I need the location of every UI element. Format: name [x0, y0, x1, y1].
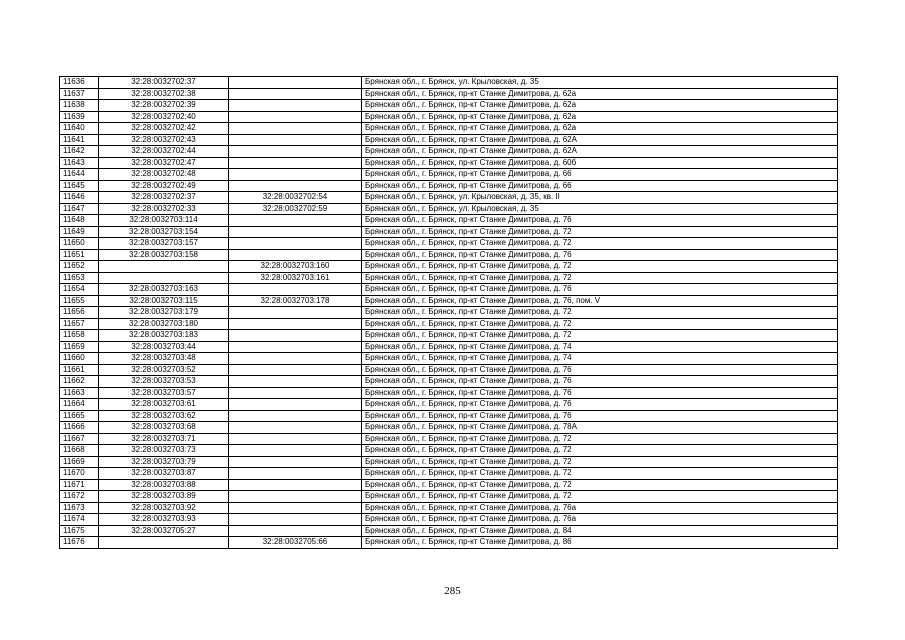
table-row	[60, 146, 838, 158]
row-number-cell: 11675	[60, 525, 99, 537]
table-row	[60, 203, 838, 215]
row-number-cell: 11651	[60, 249, 99, 261]
row-number-cell: 11669	[60, 456, 99, 468]
cadastral-number-cell: 32:28:0032703:61	[99, 399, 229, 411]
table-row	[60, 422, 838, 434]
table-row	[60, 491, 838, 503]
address-cell: Брянская обл., г. Брянск, пр-кт Станке Димитрова, д. 74	[362, 353, 838, 365]
row-number-cell: 11646	[60, 192, 99, 204]
table-row	[60, 284, 838, 296]
row-number-cell: 11637	[60, 88, 99, 100]
row-number-cell: 11654	[60, 284, 99, 296]
related-cadastral-number-cell	[229, 456, 362, 468]
table-row	[60, 353, 838, 365]
row-number-cell: 11665	[60, 410, 99, 422]
row-number-cell: 11656	[60, 307, 99, 319]
cadastral-number-cell: 32:28:0032703:115	[99, 295, 229, 307]
cadastral-number-cell: 32:28:0032703:44	[99, 341, 229, 353]
table-row	[60, 88, 838, 100]
cadastral-number-cell: 32:28:0032703:53	[99, 376, 229, 388]
table-row	[60, 192, 838, 204]
table-row	[60, 169, 838, 181]
table-row	[60, 341, 838, 353]
address-cell: Брянская обл., г. Брянск, пр-кт Станке Димитрова, д. 76	[362, 399, 838, 411]
table-row	[60, 307, 838, 319]
row-number-cell: 11670	[60, 468, 99, 480]
related-cadastral-number-cell: 32:28:0032702:59	[229, 203, 362, 215]
cadastral-number-cell: 32:28:0032703:48	[99, 353, 229, 365]
row-number-cell: 11640	[60, 123, 99, 135]
table-row	[60, 502, 838, 514]
address-cell: Брянская обл., г. Брянск, пр-кт Станке Димитрова, д. 72	[362, 433, 838, 445]
row-number-cell: 11671	[60, 479, 99, 491]
related-cadastral-number-cell: 32:28:0032702:54	[229, 192, 362, 204]
address-cell: Брянская обл., г. Брянск, пр-кт Станке Димитрова, д. 76, пом. V	[362, 295, 838, 307]
cadastral-number-cell: 32:28:0032703:57	[99, 387, 229, 399]
row-number-cell: 11645	[60, 180, 99, 192]
related-cadastral-number-cell	[229, 169, 362, 181]
related-cadastral-number-cell	[229, 88, 362, 100]
row-number-cell: 11649	[60, 226, 99, 238]
address-cell: Брянская обл., г. Брянск, пр-кт Станке Димитрова, д. 76	[362, 387, 838, 399]
address-cell: Брянская обл., г. Брянск, пр-кт Станке Димитрова, д. 76	[362, 364, 838, 376]
cadastral-number-cell: 32:28:0032703:88	[99, 479, 229, 491]
address-cell: Брянская обл., г. Брянск, пр-кт Станке Димитрова, д. 66	[362, 180, 838, 192]
address-cell: Брянская обл., г. Брянск, пр-кт Станке Димитрова, д. 76а	[362, 514, 838, 526]
table-row	[60, 514, 838, 526]
related-cadastral-number-cell	[229, 180, 362, 192]
row-number-cell: 11653	[60, 272, 99, 284]
related-cadastral-number-cell	[229, 445, 362, 457]
address-cell: Брянская обл., г. Брянск, пр-кт Станке Димитрова, д. 72	[362, 307, 838, 319]
address-cell: Брянская обл., г. Брянск, пр-кт Станке Димитрова, д. 62а	[362, 100, 838, 112]
related-cadastral-number-cell	[229, 157, 362, 169]
related-cadastral-number-cell	[229, 525, 362, 537]
table-row	[60, 468, 838, 480]
address-cell: Брянская обл., г. Брянск, ул. Крыловская, д. 35, кв. II	[362, 192, 838, 204]
address-cell: Брянская обл., г. Брянск, пр-кт Станке Димитрова, д. 72	[362, 318, 838, 330]
table-row	[60, 537, 838, 549]
row-number-cell: 11636	[60, 77, 99, 89]
cadastral-number-cell: 32:28:0032703:92	[99, 502, 229, 514]
cadastral-number-cell: 32:28:0032702:43	[99, 134, 229, 146]
row-number-cell: 11658	[60, 330, 99, 342]
address-cell: Брянская обл., г. Брянск, пр-кт Станке Димитрова, д. 72	[362, 468, 838, 480]
cadastral-number-cell: 32:28:0032703:114	[99, 215, 229, 227]
cadastral-number-cell: 32:28:0032703:154	[99, 226, 229, 238]
row-number-cell: 11650	[60, 238, 99, 250]
cadastral-number-cell: 32:28:0032702:39	[99, 100, 229, 112]
cadastral-number-cell: 32:28:0032702:42	[99, 123, 229, 135]
address-cell: Брянская обл., г. Брянск, пр-кт Станке Димитрова, д. 62А	[362, 146, 838, 158]
related-cadastral-number-cell: 32:28:0032703:161	[229, 272, 362, 284]
address-cell: Брянская обл., г. Брянск, пр-кт Станке Димитрова, д. 72	[362, 491, 838, 503]
related-cadastral-number-cell	[229, 146, 362, 158]
address-cell: Брянская обл., г. Брянск, ул. Крыловская, д. 35	[362, 203, 838, 215]
related-cadastral-number-cell	[229, 111, 362, 123]
row-number-cell: 11642	[60, 146, 99, 158]
row-number-cell: 11648	[60, 215, 99, 227]
related-cadastral-number-cell	[229, 422, 362, 434]
cadastral-number-cell: 32:28:0032703:79	[99, 456, 229, 468]
registry-table	[59, 76, 838, 549]
registry-table-body	[60, 77, 838, 549]
row-number-cell: 11663	[60, 387, 99, 399]
cadastral-number-cell: 32:28:0032702:33	[99, 203, 229, 215]
row-number-cell: 11676	[60, 537, 99, 549]
related-cadastral-number-cell	[229, 215, 362, 227]
related-cadastral-number-cell	[229, 353, 362, 365]
address-cell: Брянская обл., г. Брянск, пр-кт Станке Димитрова, д. 62а	[362, 111, 838, 123]
table-row	[60, 433, 838, 445]
table-row	[60, 376, 838, 388]
address-cell: Брянская обл., г. Брянск, пр-кт Станке Димитрова, д. 72	[362, 261, 838, 273]
row-number-cell: 11668	[60, 445, 99, 457]
cadastral-number-cell	[99, 261, 229, 273]
table-row	[60, 410, 838, 422]
address-cell: Брянская обл., г. Брянск, пр-кт Станке Димитрова, д. 76	[362, 284, 838, 296]
cadastral-number-cell: 32:28:0032703:179	[99, 307, 229, 319]
table-row	[60, 387, 838, 399]
related-cadastral-number-cell	[229, 123, 362, 135]
table-row	[60, 295, 838, 307]
table-row	[60, 180, 838, 192]
table-row	[60, 272, 838, 284]
related-cadastral-number-cell: 32:28:0032703:160	[229, 261, 362, 273]
cadastral-number-cell: 32:28:0032702:44	[99, 146, 229, 158]
table-row	[60, 226, 838, 238]
page-number: 285	[444, 585, 461, 597]
row-number-cell: 11644	[60, 169, 99, 181]
address-cell: Брянская обл., г. Брянск, пр-кт Станке Димитрова, д. 66	[362, 169, 838, 181]
table-row	[60, 399, 838, 411]
table-row	[60, 525, 838, 537]
cadastral-number-cell: 32:28:0032702:38	[99, 88, 229, 100]
address-cell: Брянская обл., г. Брянск, пр-кт Станке Димитрова, д. 76	[362, 410, 838, 422]
cadastral-number-cell: 32:28:0032703:71	[99, 433, 229, 445]
row-number-cell: 11655	[60, 295, 99, 307]
row-number-cell: 11664	[60, 399, 99, 411]
table-row	[60, 249, 838, 261]
address-cell: Брянская обл., г. Брянск, пр-кт Станке Димитрова, д. 78А	[362, 422, 838, 434]
related-cadastral-number-cell	[229, 318, 362, 330]
table-row	[60, 318, 838, 330]
row-number-cell: 11672	[60, 491, 99, 503]
address-cell: Брянская обл., г. Брянск, пр-кт Станке Димитрова, д. 76	[362, 249, 838, 261]
cadastral-number-cell: 32:28:0032703:158	[99, 249, 229, 261]
address-cell: Брянская обл., г. Брянск, пр-кт Станке Димитрова, д. 74	[362, 341, 838, 353]
cadastral-number-cell: 32:28:0032702:37	[99, 192, 229, 204]
row-number-cell: 11674	[60, 514, 99, 526]
address-cell: Брянская обл., г. Брянск, пр-кт Станке Димитрова, д. 72	[362, 238, 838, 250]
related-cadastral-number-cell	[229, 307, 362, 319]
related-cadastral-number-cell	[229, 77, 362, 89]
cadastral-number-cell: 32:28:0032703:89	[99, 491, 229, 503]
related-cadastral-number-cell	[229, 249, 362, 261]
related-cadastral-number-cell	[229, 468, 362, 480]
table-row	[60, 238, 838, 250]
cadastral-number-cell: 32:28:0032702:47	[99, 157, 229, 169]
address-cell: Брянская обл., г. Брянск, пр-кт Станке Димитрова, д. 76а	[362, 502, 838, 514]
table-row	[60, 261, 838, 273]
related-cadastral-number-cell	[229, 100, 362, 112]
table-row	[60, 123, 838, 135]
row-number-cell: 11661	[60, 364, 99, 376]
address-cell: Брянская обл., г. Брянск, пр-кт Станке Димитрова, д. 60б	[362, 157, 838, 169]
table-row	[60, 445, 838, 457]
cadastral-number-cell: 32:28:0032703:87	[99, 468, 229, 480]
related-cadastral-number-cell	[229, 502, 362, 514]
cadastral-number-cell: 32:28:0032702:48	[99, 169, 229, 181]
row-number-cell: 11643	[60, 157, 99, 169]
related-cadastral-number-cell	[229, 410, 362, 422]
related-cadastral-number-cell	[229, 238, 362, 250]
cadastral-number-cell: 32:28:0032703:73	[99, 445, 229, 457]
related-cadastral-number-cell	[229, 376, 362, 388]
address-cell: Брянская обл., г. Брянск, пр-кт Станке Димитрова, д. 76	[362, 376, 838, 388]
table-row	[60, 100, 838, 112]
address-cell: Брянская обл., г. Брянск, пр-кт Станке Димитрова, д. 72	[362, 445, 838, 457]
related-cadastral-number-cell	[229, 399, 362, 411]
related-cadastral-number-cell	[229, 364, 362, 376]
address-cell: Брянская обл., г. Брянск, пр-кт Станке Димитрова, д. 62а	[362, 123, 838, 135]
table-row	[60, 134, 838, 146]
address-cell: Брянская обл., г. Брянск, пр-кт Станке Димитрова, д. 72	[362, 272, 838, 284]
cadastral-number-cell	[99, 272, 229, 284]
row-number-cell: 11639	[60, 111, 99, 123]
cadastral-number-cell: 32:28:0032703:163	[99, 284, 229, 296]
related-cadastral-number-cell	[229, 284, 362, 296]
cadastral-number-cell	[99, 537, 229, 549]
table-row	[60, 77, 838, 89]
table-row	[60, 330, 838, 342]
related-cadastral-number-cell: 32:28:0032705:66	[229, 537, 362, 549]
cadastral-number-cell: 32:28:0032703:183	[99, 330, 229, 342]
row-number-cell: 11647	[60, 203, 99, 215]
address-cell: Брянская обл., г. Брянск, ул. Крыловская, д. 35	[362, 77, 838, 89]
row-number-cell: 11660	[60, 353, 99, 365]
related-cadastral-number-cell	[229, 479, 362, 491]
address-cell: Брянская обл., г. Брянск, пр-кт Станке Димитрова, д. 62А	[362, 134, 838, 146]
cadastral-number-cell: 32:28:0032703:180	[99, 318, 229, 330]
cadastral-number-cell: 32:28:0032703:62	[99, 410, 229, 422]
table-row	[60, 479, 838, 491]
table-row	[60, 157, 838, 169]
row-number-cell: 11638	[60, 100, 99, 112]
table-row	[60, 111, 838, 123]
table-row	[60, 456, 838, 468]
address-cell: Брянская обл., г. Брянск, пр-кт Станке Димитрова, д. 86	[362, 537, 838, 549]
related-cadastral-number-cell	[229, 387, 362, 399]
address-cell: Брянская обл., г. Брянск, пр-кт Станке Димитрова, д. 72	[362, 330, 838, 342]
address-cell: Брянская обл., г. Брянск, пр-кт Станке Димитрова, д. 72	[362, 479, 838, 491]
row-number-cell: 11659	[60, 341, 99, 353]
related-cadastral-number-cell	[229, 491, 362, 503]
cadastral-number-cell: 32:28:0032702:37	[99, 77, 229, 89]
address-cell: Брянская обл., г. Брянск, пр-кт Станке Димитрова, д. 62а	[362, 88, 838, 100]
row-number-cell: 11673	[60, 502, 99, 514]
cadastral-number-cell: 32:28:0032703:157	[99, 238, 229, 250]
row-number-cell: 11641	[60, 134, 99, 146]
related-cadastral-number-cell	[229, 134, 362, 146]
row-number-cell: 11652	[60, 261, 99, 273]
address-cell: Брянская обл., г. Брянск, пр-кт Станке Димитрова, д. 72	[362, 226, 838, 238]
row-number-cell: 11662	[60, 376, 99, 388]
related-cadastral-number-cell	[229, 330, 362, 342]
cadastral-number-cell: 32:28:0032703:68	[99, 422, 229, 434]
address-cell: Брянская обл., г. Брянск, пр-кт Станке Димитрова, д. 72	[362, 456, 838, 468]
row-number-cell: 11667	[60, 433, 99, 445]
related-cadastral-number-cell	[229, 341, 362, 353]
address-cell: Брянская обл., г. Брянск, пр-кт Станке Димитрова, д. 76	[362, 215, 838, 227]
table-row	[60, 215, 838, 227]
related-cadastral-number-cell: 32:28:0032703:178	[229, 295, 362, 307]
row-number-cell: 11657	[60, 318, 99, 330]
related-cadastral-number-cell	[229, 433, 362, 445]
related-cadastral-number-cell	[229, 226, 362, 238]
cadastral-number-cell: 32:28:0032705:27	[99, 525, 229, 537]
table-row	[60, 364, 838, 376]
cadastral-number-cell: 32:28:0032702:40	[99, 111, 229, 123]
row-number-cell: 11666	[60, 422, 99, 434]
cadastral-number-cell: 32:28:0032702:49	[99, 180, 229, 192]
related-cadastral-number-cell	[229, 514, 362, 526]
cadastral-number-cell: 32:28:0032703:93	[99, 514, 229, 526]
cadastral-number-cell: 32:28:0032703:52	[99, 364, 229, 376]
address-cell: Брянская обл., г. Брянск, пр-кт Станке Димитрова, д. 84	[362, 525, 838, 537]
